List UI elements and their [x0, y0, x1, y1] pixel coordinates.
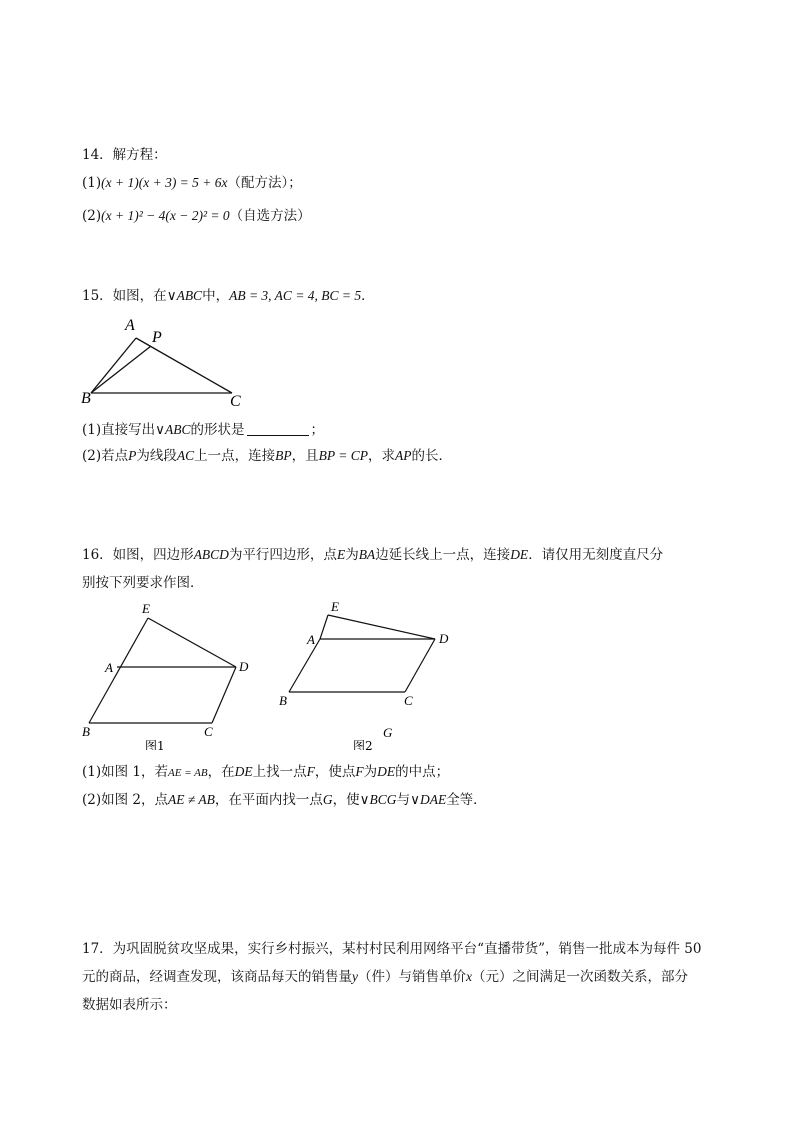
segment-CD	[405, 639, 435, 692]
q16-part2: (2)如图 2，点AE ≠ AB，在平面内找一点G，使∨BCG与∨DAE全等．	[82, 792, 487, 808]
label-D: D	[439, 631, 449, 646]
q15-part2: (2)若点P为线段AC上一点，连接BP，且BP = CP，求AP的长．	[82, 448, 452, 464]
answer-blank[interactable]	[247, 421, 309, 436]
q14-eq1: (x + 1)(x + 3) = 5 + 6x	[101, 175, 228, 190]
label-C: C	[230, 393, 241, 410]
q14-part1: (1)(x + 1)(x + 3) = 5 + 6x（配方法）；	[82, 175, 302, 191]
label-B: B	[279, 693, 287, 708]
q14-eq2: (x + 1)² − 4(x − 2)² = 0	[101, 208, 230, 223]
q15-figure	[78, 312, 258, 412]
q16-figure-1	[78, 600, 268, 750]
label-D: D	[239, 659, 249, 674]
segment-BA	[289, 639, 320, 692]
q15-given: AB = 3, AC = 4, BC = 5	[229, 288, 362, 303]
label-A: A	[307, 632, 315, 647]
label-B: B	[82, 724, 90, 739]
segment-BE	[89, 618, 148, 723]
q17-line3: 数据如表所示：	[82, 997, 177, 1013]
q16-part1: (1)如图 1，若AE = AB，在DE上找一点F，使点F为DE的中点；	[82, 764, 450, 780]
segment-ED	[148, 618, 236, 667]
figure-caption: 图2	[353, 739, 373, 750]
label-G: G	[383, 725, 393, 740]
q16-line2: 别按下列要求作图．	[82, 575, 204, 591]
q17-line2: 元的商品，经调查发现，该商品每天的销售量y（件）与销售单价x（元）之间满足一次函数关系，部分	[82, 969, 688, 985]
label-E: E	[331, 599, 339, 614]
label-B: B	[81, 390, 91, 407]
q15-part1: (1)直接写出∨ABC的形状是 ；	[82, 422, 325, 438]
label-E: E	[142, 601, 150, 616]
q16-figure-2	[273, 595, 463, 750]
segment-BP	[91, 346, 151, 393]
label-C: C	[204, 724, 213, 739]
segment-ED	[328, 615, 435, 639]
q15-title: 15．如图，在∨ABC中，AB = 3, AC = 4, BC = 5．	[82, 288, 375, 304]
q14-part2: (2)(x + 1)² − 4(x − 2)² = 0（自选方法）	[82, 208, 311, 224]
label-C: C	[404, 693, 413, 708]
figure-caption: 图1	[145, 739, 165, 750]
q17-line1: 17．为巩固脱贫攻坚成果，实行乡村振兴，某村村民利用网络平台“直播带货”，销售一批成本为每件 50	[82, 941, 702, 957]
label-A: A	[105, 660, 113, 675]
segment-AB	[91, 338, 136, 393]
segment-AE	[320, 615, 328, 639]
label-P: P	[152, 329, 162, 346]
segment-CD	[212, 667, 236, 723]
q14-title: 14．解方程：	[82, 147, 167, 163]
label-A: A	[125, 317, 135, 334]
q16-line1: 16．如图，四边形ABCD为平行四边形，点E为BA边延长线上一点，连接DE．请仅用无刻度直尺分	[82, 547, 664, 563]
